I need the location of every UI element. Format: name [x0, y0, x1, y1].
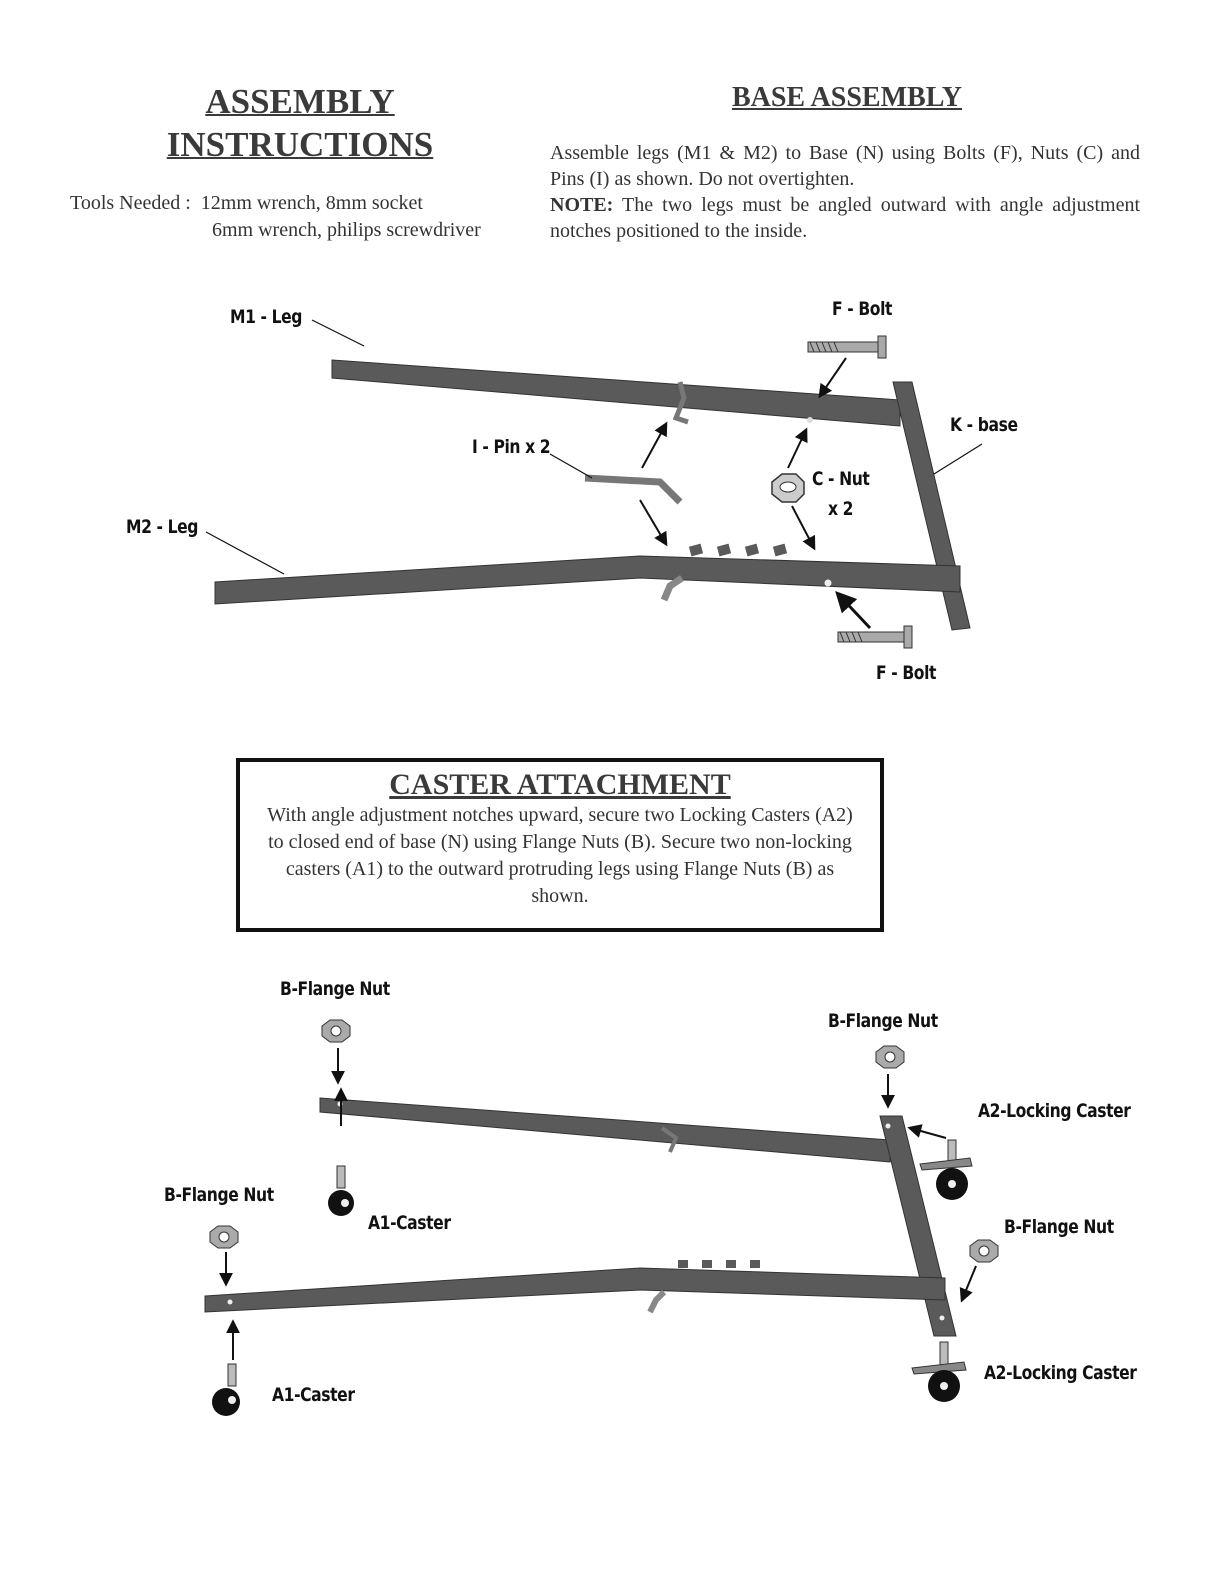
f-bolt-top-shape	[808, 336, 886, 358]
caster-base-shape	[880, 1116, 956, 1336]
loose-pin	[585, 478, 680, 502]
caster-diagram	[205, 1020, 998, 1416]
a1-caster-2-label: A1-Caster	[272, 1384, 355, 1406]
upper-leg-shape	[320, 1098, 890, 1162]
tools-line-1: 12mm wrench, 8mm socket	[200, 192, 423, 214]
flange-nut-4-shape	[970, 1240, 998, 1262]
m2-leg-label: M2 - Leg	[126, 516, 199, 538]
c-nut-label: C - Nut	[812, 468, 870, 490]
flange-nut-2-label: B-Flange Nut	[828, 1010, 938, 1032]
base-assembly-heading: BASE ASSEMBLY	[731, 82, 963, 113]
note-label: NOTE:	[550, 194, 614, 216]
a1-caster-2-shape	[212, 1322, 240, 1416]
a2-locking-caster-1-label: A2-Locking Caster	[978, 1100, 1131, 1122]
m2-leg-shape	[215, 556, 960, 604]
c-nut-qty-label: x 2	[828, 498, 854, 520]
tools-line-2: 6mm wrench, philips screwdriver	[212, 219, 481, 241]
f-bolt-top-label: F - Bolt	[832, 298, 893, 320]
flange-nut-4-label: B-Flange Nut	[1004, 1216, 1114, 1238]
flange-nut-3-shape	[210, 1226, 238, 1248]
title-line-2: INSTRUCTIONS	[166, 125, 434, 164]
a2-locking-caster-2-shape	[912, 1342, 966, 1402]
k-base-label: K - base	[950, 414, 1018, 436]
caster-attachment-text: With angle adjustment notches upward, secure two Locking Casters (A2) to closed end of base (N) using Flange Nuts (B). Secure two non-locking casters (A1) to the outward protruding legs using Flange Nuts (B) as shown.	[267, 804, 853, 907]
a2-locking-caster-2-label: A2-Locking Caster	[984, 1362, 1137, 1384]
base-assembly-instructions: Assemble legs (M1 & M2) to Base (N) using Bolts (F), Nuts (C) and Pins (I) as shown. Do not overtighten.	[550, 142, 1140, 190]
note-text: The two legs must be angled outward with angle adjustment notches positioned to the inside.	[550, 194, 1141, 242]
lower-leg-shape	[205, 1268, 945, 1312]
title-line-1: ASSEMBLY	[205, 82, 395, 121]
a1-caster-1-label: A1-Caster	[368, 1212, 451, 1234]
f-bolt-bottom-label: F - Bolt	[876, 662, 937, 684]
m1-leg-label: M1 - Leg	[230, 306, 303, 328]
caster-attachment-box	[236, 758, 884, 932]
m1-leg-shape	[332, 360, 900, 426]
flange-nut-1-label: B-Flange Nut	[280, 978, 390, 1000]
flange-nut-2-shape	[876, 1046, 904, 1068]
tools-label: Tools Needed :	[70, 192, 191, 214]
pin-in-m2	[664, 578, 682, 600]
flange-nut-3-label: B-Flange Nut	[164, 1184, 274, 1206]
flange-nut-1-shape	[322, 1020, 350, 1042]
f-bolt-bottom-shape	[838, 626, 912, 648]
angle-notches	[689, 544, 787, 557]
i-pin-label: I - Pin x 2	[472, 436, 551, 458]
caster-attachment-heading: CASTER ATTACHMENT	[389, 768, 731, 801]
c-nut-shape	[772, 474, 804, 502]
